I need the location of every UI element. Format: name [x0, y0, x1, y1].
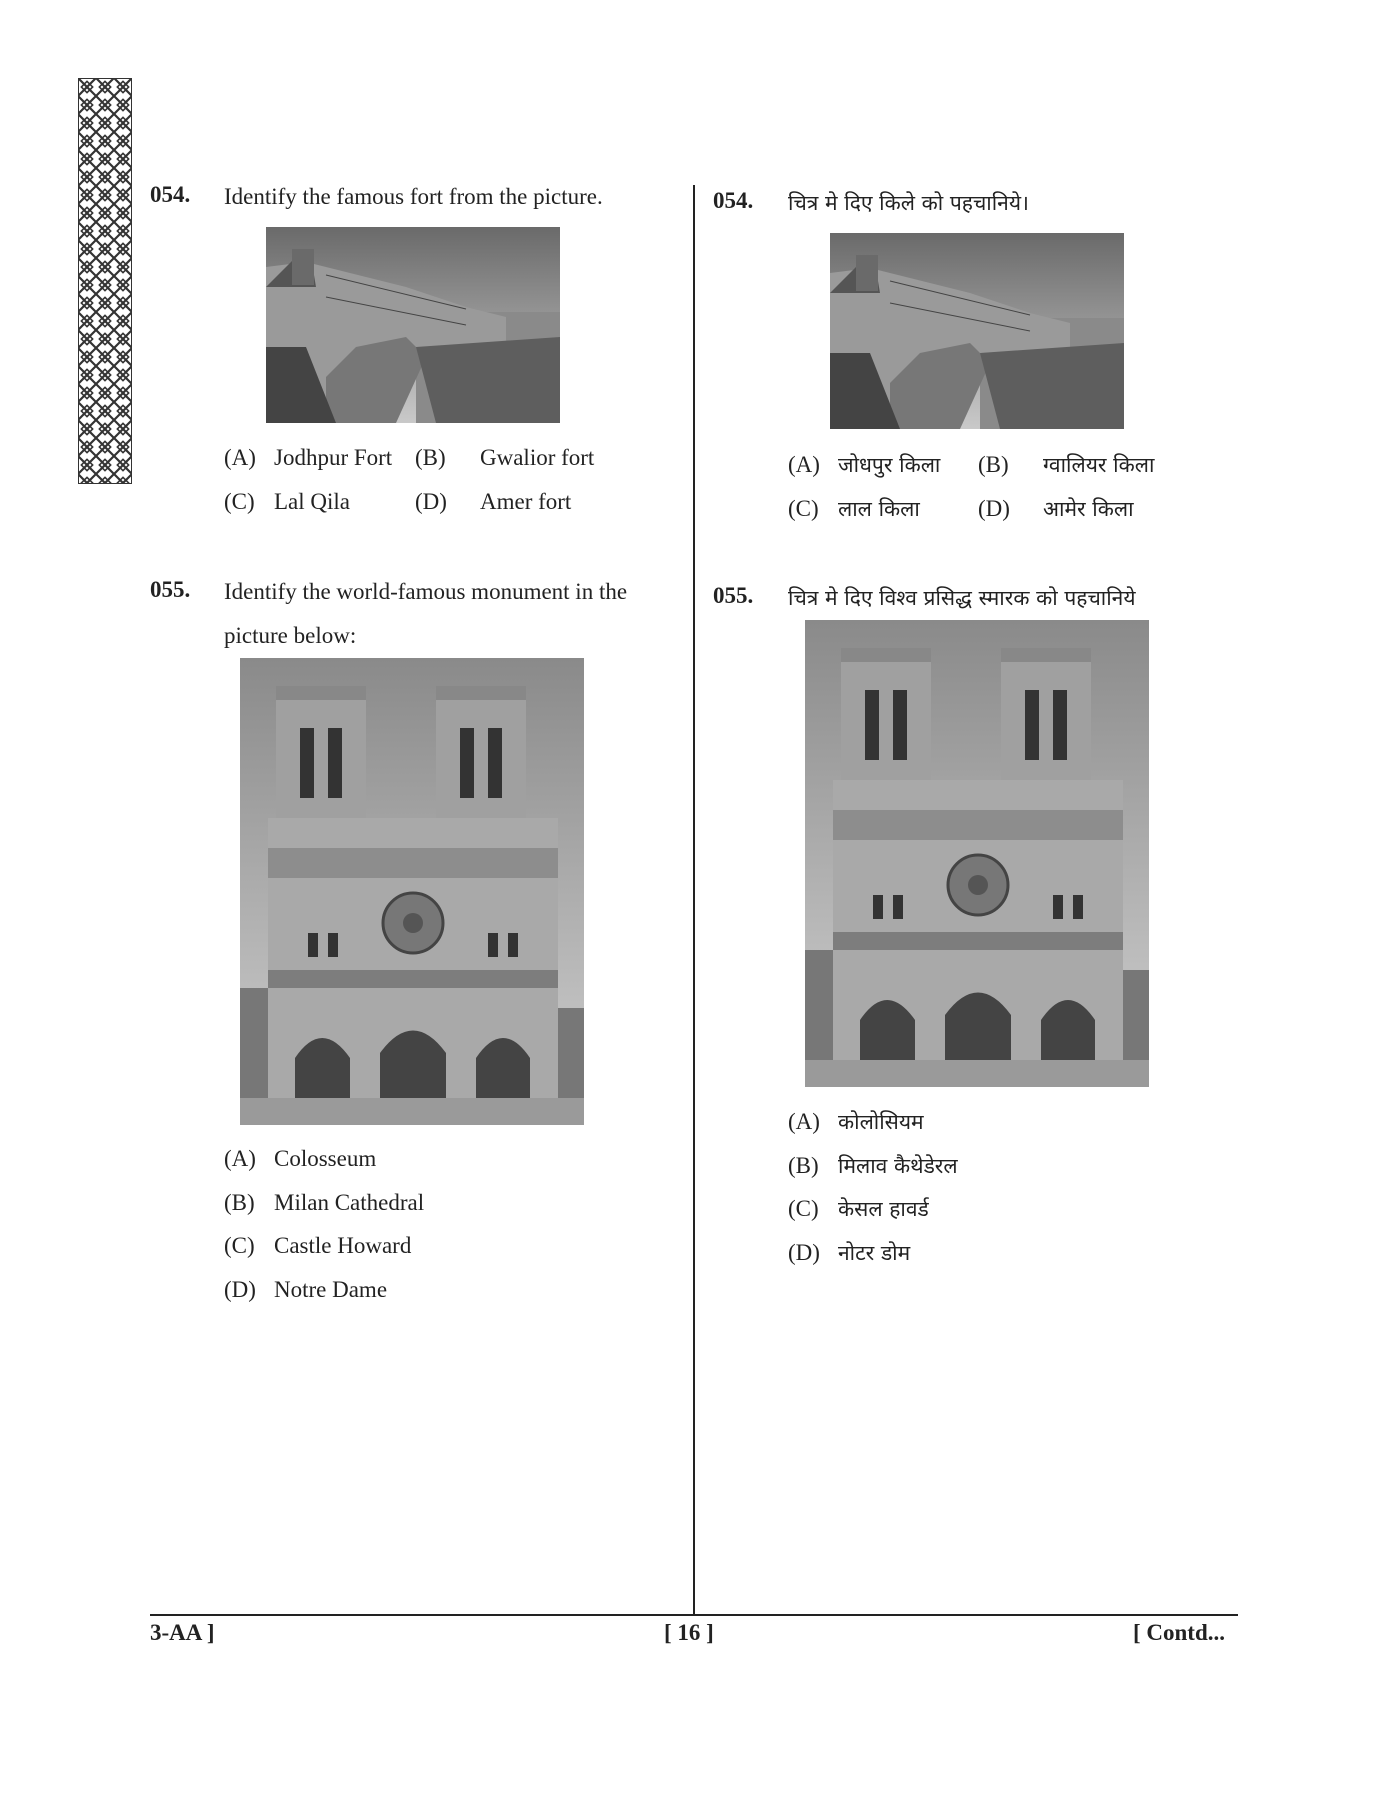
- question-number-054-en: 054.: [150, 182, 191, 207]
- option-text: जोधपुर किला: [838, 453, 941, 477]
- option-label: (D): [788, 1240, 820, 1265]
- question-text-054-hi: चित्र मे दिए किले को पहचानिये।: [788, 191, 1029, 215]
- option-d-055-hi[interactable]: [788, 1239, 910, 1267]
- option-label: (C): [224, 489, 255, 514]
- option-c-055-en[interactable]: [224, 1233, 411, 1259]
- option-label: (A): [224, 1146, 256, 1171]
- option-label: (B): [978, 452, 1009, 477]
- option-b-055-en[interactable]: [224, 1190, 424, 1216]
- option-c-054-hi[interactable]: [788, 495, 920, 523]
- question-text-055-en-line1: Identify the world-famous monument in the: [224, 579, 628, 604]
- question-number-055-hi: 055.: [713, 583, 754, 608]
- option-d-055-en[interactable]: [224, 1277, 387, 1303]
- question-number-054-hi: 054.: [713, 188, 754, 213]
- option-label: (B): [224, 1190, 255, 1215]
- option-label: (D): [978, 496, 1010, 521]
- option-label: (D): [415, 489, 447, 514]
- option-text: नोटर डोम: [838, 1241, 911, 1265]
- option-label: (C): [788, 496, 819, 521]
- option-text: आमेर किला: [1043, 497, 1134, 521]
- column-divider: [693, 185, 695, 1615]
- option-label: (B): [788, 1153, 819, 1178]
- notre-dame-photo: [240, 658, 584, 1125]
- option-b-054-hi[interactable]: [978, 451, 1154, 479]
- option-text: Lal Qila: [274, 489, 350, 514]
- option-text: ग्वालियर किला: [1043, 453, 1155, 477]
- booklet-code: 3-AA ]: [150, 1620, 215, 1645]
- question-number-055-en: 055.: [150, 577, 191, 602]
- continued-marker: [ Contd...: [1133, 1620, 1226, 1645]
- notre-dame-photo-hi: [805, 620, 1149, 1087]
- gwalior-fort-photo: [266, 227, 560, 423]
- option-text: Castle Howard: [274, 1233, 412, 1258]
- option-c-055-hi[interactable]: [788, 1195, 929, 1223]
- option-b-055-hi[interactable]: [788, 1152, 958, 1180]
- option-label: (A): [788, 1109, 820, 1134]
- gwalior-fort-photo-hi: [830, 233, 1124, 429]
- page-number: [ 16 ]: [664, 1620, 714, 1645]
- footer-rule: [150, 1614, 1238, 1616]
- option-label: (C): [224, 1233, 255, 1258]
- option-a-055-hi[interactable]: [788, 1108, 924, 1136]
- option-text: लाल किला: [838, 497, 920, 521]
- option-text: Colosseum: [274, 1146, 377, 1171]
- option-a-054-en[interactable]: [224, 445, 392, 471]
- option-c-054-en[interactable]: [224, 489, 350, 515]
- option-text: Gwalior fort: [480, 445, 595, 470]
- option-label: (D): [224, 1277, 256, 1302]
- option-label: (C): [788, 1196, 819, 1221]
- option-text: केसल हावर्ड: [838, 1197, 929, 1221]
- question-text-054-en: Identify the famous fort from the picture.: [224, 184, 603, 209]
- option-text: Amer fort: [480, 489, 572, 514]
- option-a-054-hi[interactable]: [788, 451, 940, 479]
- question-text-055-en-line2: picture below:: [224, 623, 357, 648]
- option-text: Jodhpur Fort: [274, 445, 393, 470]
- option-text: Milan Cathedral: [274, 1190, 425, 1215]
- option-b-054-en[interactable]: [415, 445, 594, 471]
- option-text: Notre Dame: [274, 1277, 388, 1302]
- option-label: (A): [224, 445, 256, 470]
- option-text: मिलाव कैथेडेरल: [838, 1154, 958, 1178]
- decorative-border-pattern: [78, 78, 132, 484]
- option-a-055-en[interactable]: [224, 1146, 376, 1172]
- option-label: (B): [415, 445, 446, 470]
- option-d-054-hi[interactable]: [978, 495, 1134, 523]
- option-text: कोलोसियम: [838, 1110, 924, 1134]
- question-text-055-hi: चित्र मे दिए विश्व प्रसिद्ध स्मारक को पहचानिये: [788, 586, 1136, 610]
- option-label: (A): [788, 452, 820, 477]
- option-d-054-en[interactable]: [415, 489, 571, 515]
